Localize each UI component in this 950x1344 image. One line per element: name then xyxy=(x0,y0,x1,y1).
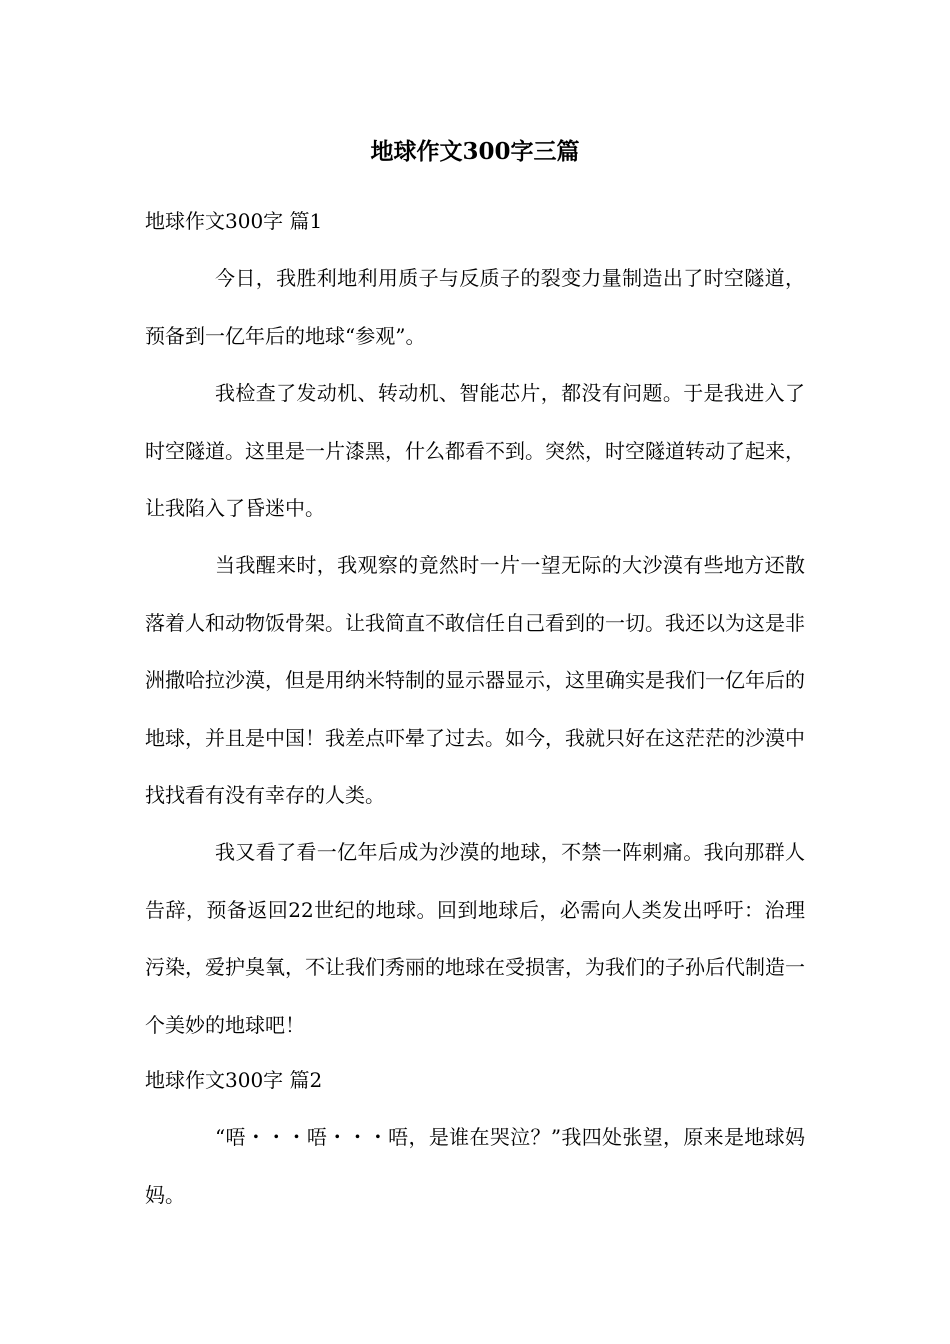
section-heading-1: 地球作文300字 篇1 xyxy=(145,209,323,233)
paragraph: 我检查了发动机、转动机、智能芯片，都没有问题。于是我进入了时空隧道。这里是一片漆黑，什么都看不到。突然，时空隧道转动了起来，让我陷入了昏迷中。 xyxy=(145,381,805,520)
document-title: 地球作文300字三篇 xyxy=(370,138,580,165)
paragraph: 当我醒来时，我观察的竟然时一片一望无际的大沙漠有些地方还散落着人和动物饭骨架。让我简直不敢信任自己看到的一切。我还以为这是非洲撒哈拉沙漠，但是用纳米特制的显示器显示，这里确实是我们一亿年后的地球，并且是中国！我差点吓晕了过去。如今，我就只好在这茫茫的沙漠中找找看有没有幸存的人类。 xyxy=(145,553,805,807)
paragraph: “唔・・・唔・・・唔，是谁在哭泣？”我四处张望，原来是地球妈妈。 xyxy=(145,1125,805,1207)
paragraph: 我又看了看一亿年后成为沙漠的地球，不禁一阵刺痛。我向那群人告辞，预备返回22世纪的地球。回到地球后，必需向人类发出呼吁：治理污染，爱护臭氧，不让我们秀丽的地球在受损害，为我们的子孙后代制造一个美妙的地球吧！ xyxy=(145,840,805,1037)
paragraph: 今日，我胜利地利用质子与反质子的裂变力量制造出了时空隧道，预备到一亿年后的地球“参观”。 xyxy=(145,266,805,348)
section-heading-2: 地球作文300字 篇2 xyxy=(145,1068,323,1092)
